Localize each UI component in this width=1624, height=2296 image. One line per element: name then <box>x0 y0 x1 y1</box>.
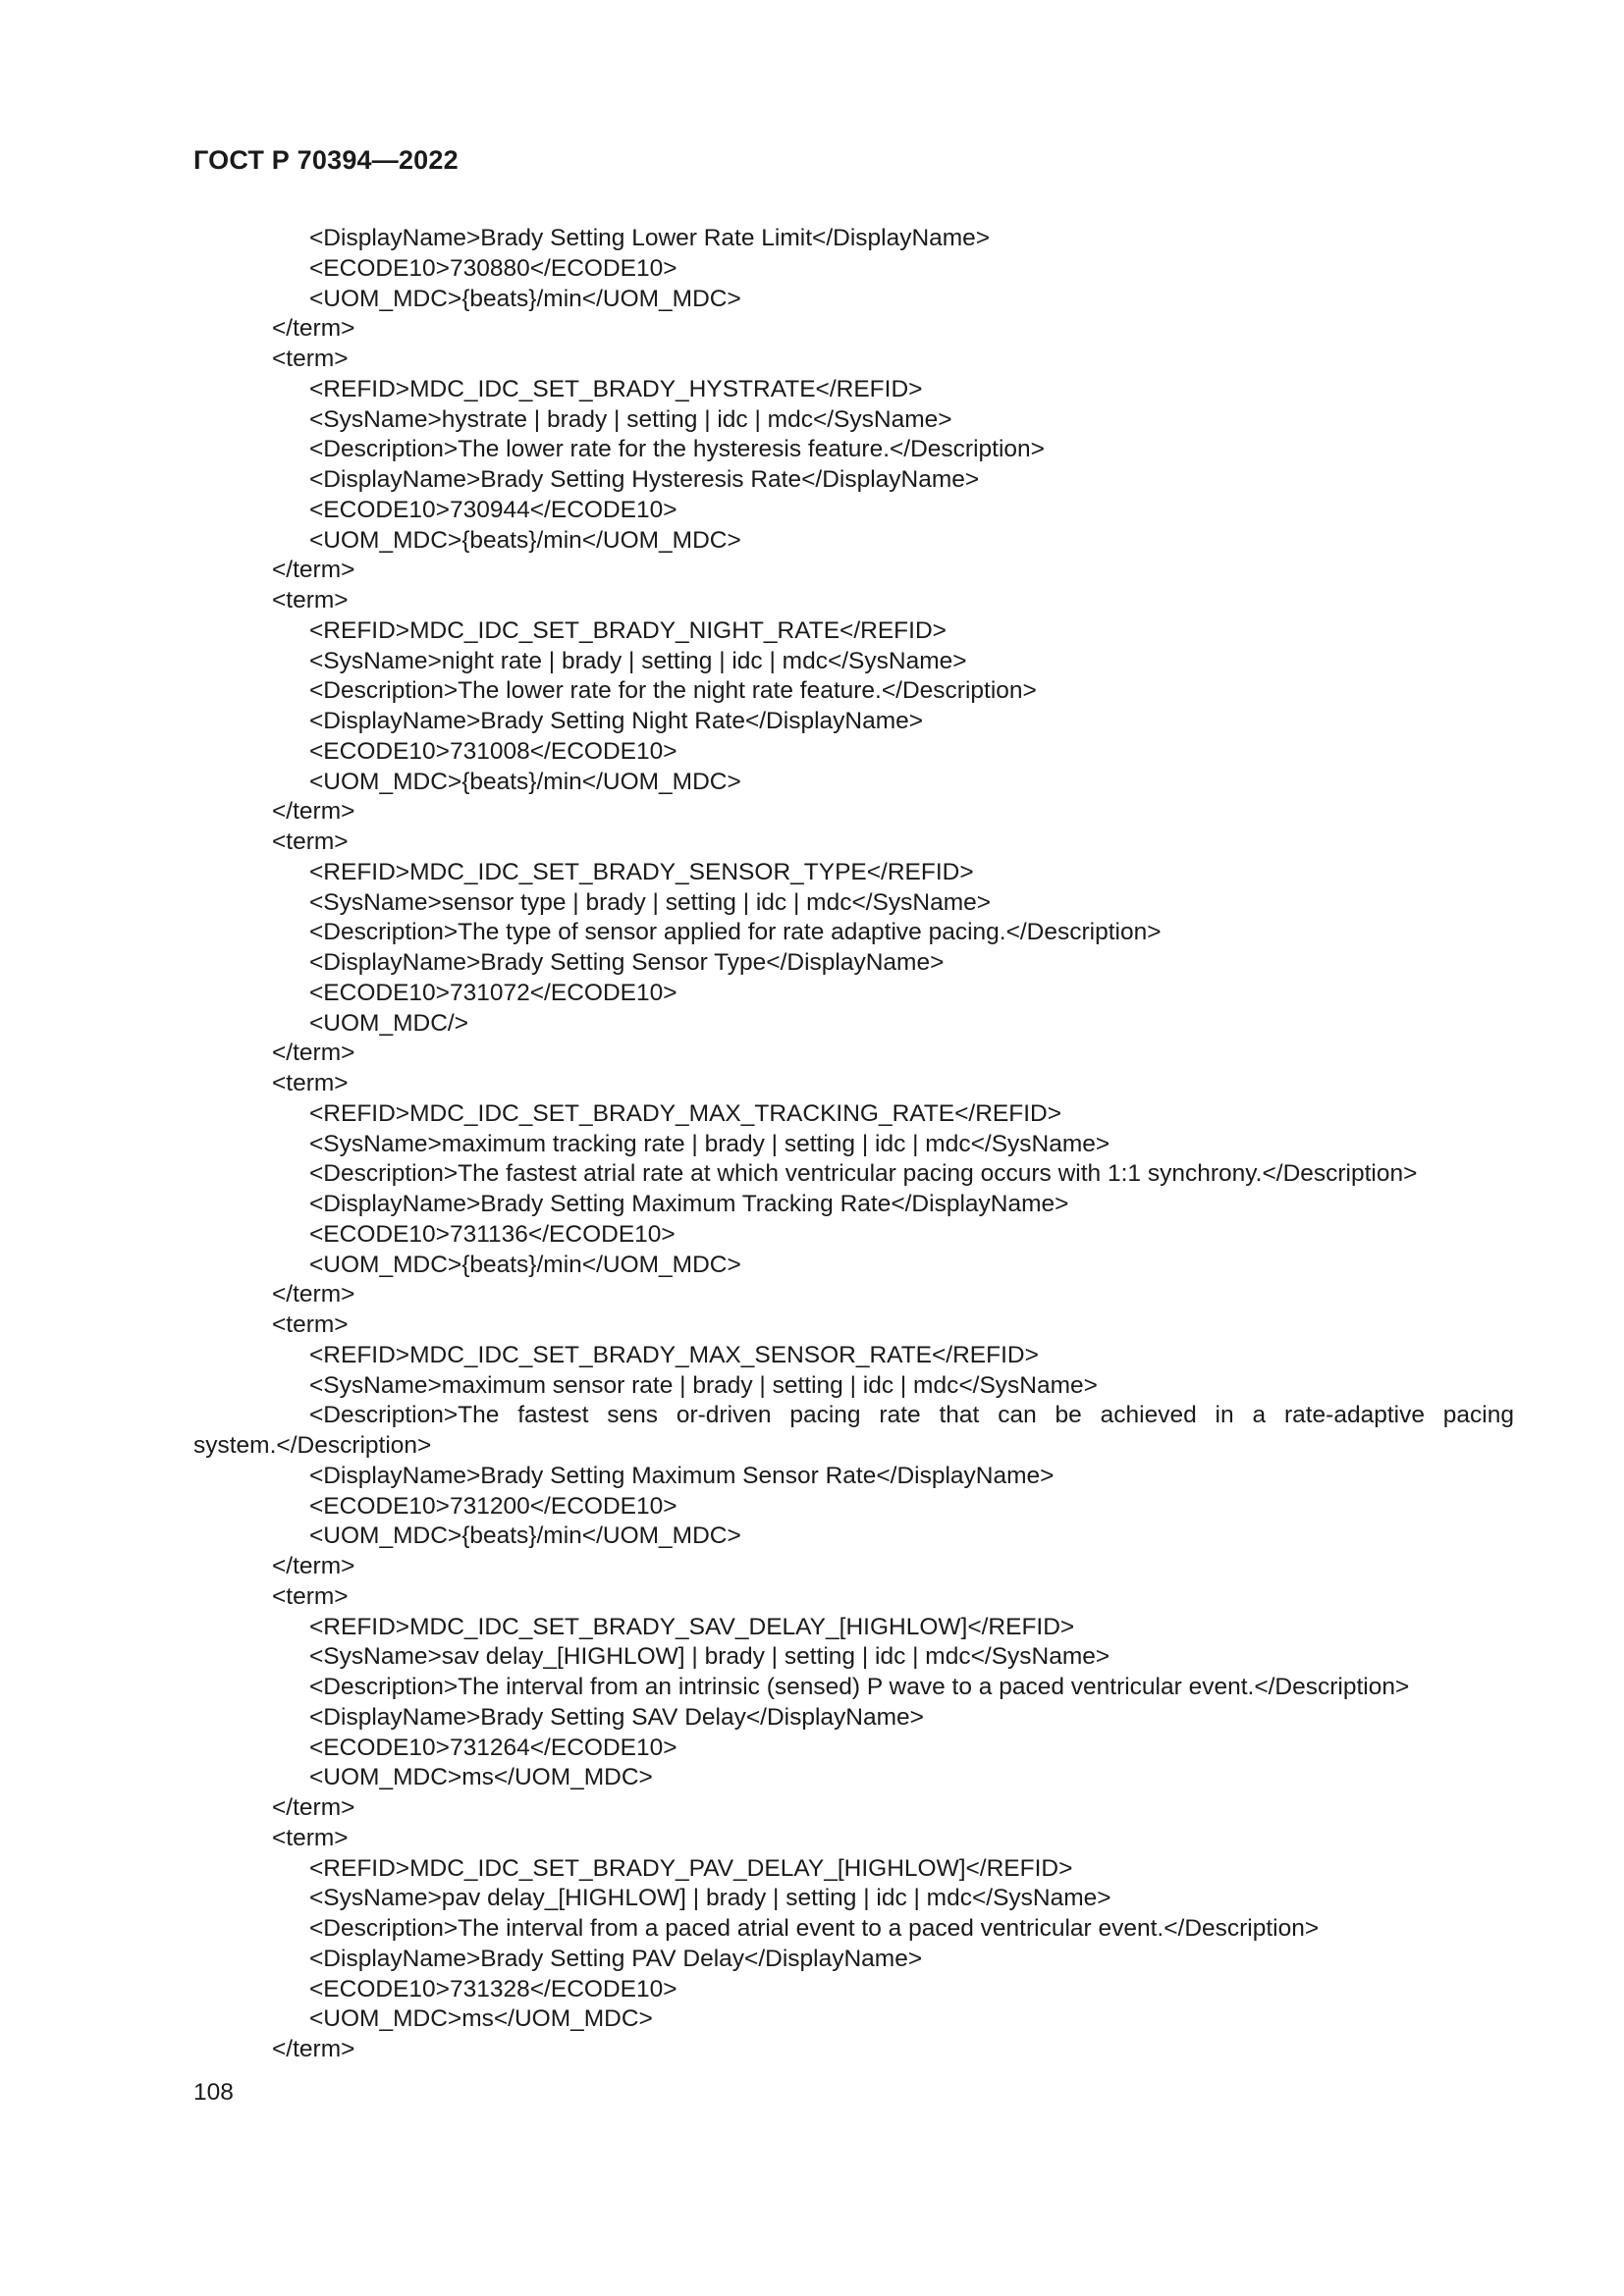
code-line: <REFID>MDC_IDC_SET_BRADY_SENSOR_TYPE</REFID> <box>309 858 974 885</box>
code-line: <term> <box>272 587 349 614</box>
code-line: <term> <box>272 828 349 855</box>
code-line: <Description>The fastest sens or-driven pacing rate that can be achieved in a rate-adaptive pacing <box>309 1402 1514 1429</box>
code-line: <REFID>MDC_IDC_SET_BRADY_MAX_SENSOR_RATE</REFID> <box>309 1341 1039 1368</box>
code-line: <Description>The type of sensor applied for rate adaptive pacing.</Description> <box>309 919 1162 946</box>
code-line: </term> <box>272 2036 355 2062</box>
code-line: <SysName>pav delay_[HIGHLOW] | brady | setting | idc | mdc</SysName> <box>309 1885 1111 1912</box>
code-line: <SysName>maximum sensor rate | brady | setting | idc | mdc</SysName> <box>309 1371 1098 1399</box>
code-line: <DisplayName>Brady Setting Sensor Type</DisplayName> <box>309 949 945 976</box>
code-line: <DisplayName>Brady Setting Night Rate</DisplayName> <box>309 708 924 734</box>
code-line: <SysName>maximum tracking rate | brady | setting | idc | mdc</SysName> <box>309 1130 1110 1157</box>
code-line: </term> <box>272 1794 355 1821</box>
code-line: <UOM_MDC>{beats}/min</UOM_MDC> <box>309 1522 741 1550</box>
code-line: <Description>The interval from an intrinsic (sensed) P wave to a paced ventricular event.</Description> <box>309 1674 1410 1700</box>
code-line: <UOM_MDC>ms</UOM_MDC> <box>309 2005 653 2033</box>
code-line: <Description>The fastest atrial rate at which ventricular pacing occurs with 1:1 synchrony.</Description> <box>309 1160 1418 1188</box>
code-line: <DisplayName>Brady Setting Maximum Sensor Rate</DisplayName> <box>309 1462 1055 1489</box>
code-line: <ECODE10>731264</ECODE10> <box>309 1734 677 1761</box>
code-line: <SysName>sensor type | brady | setting | idc | mdc</SysName> <box>309 888 992 916</box>
code-line: <Description>The interval from a paced atrial event to a paced ventricular event.</Description> <box>309 1915 1320 1942</box>
code-line: <REFID>MDC_IDC_SET_BRADY_NIGHT_RATE</REFID> <box>309 616 947 644</box>
document-header: ГОСТ Р 70394—2022 <box>193 145 459 175</box>
code-line: </term> <box>272 557 355 584</box>
code-line: <UOM_MDC>{beats}/min</UOM_MDC> <box>309 768 741 795</box>
code-line: <UOM_MDC>{beats}/min</UOM_MDC> <box>309 526 741 554</box>
code-line: <ECODE10>731072</ECODE10> <box>309 979 677 1006</box>
code-line: <UOM_MDC>{beats}/min</UOM_MDC> <box>309 1251 741 1278</box>
code-line: <ECODE10>730880</ECODE10> <box>309 254 677 282</box>
code-line: <ECODE10>731008</ECODE10> <box>309 737 677 765</box>
code-line: <Description>The lower rate for the hysteresis feature.</Description> <box>309 436 1045 463</box>
code-line: </term> <box>272 1553 355 1579</box>
xml-listing <box>193 224 1514 2065</box>
code-line: <term> <box>272 1311 349 1338</box>
code-line: <UOM_MDC/> <box>309 1009 469 1037</box>
code-line: <DisplayName>Brady Setting Hysteresis Rate</DisplayName> <box>309 466 980 493</box>
code-line: <term> <box>272 1070 349 1096</box>
code-line: <SysName>sav delay_[HIGHLOW] | brady | setting | idc | mdc</SysName> <box>309 1643 1110 1671</box>
code-line: <ECODE10>731200</ECODE10> <box>309 1492 677 1520</box>
code-line: <UOM_MDC>ms</UOM_MDC> <box>309 1764 653 1791</box>
code-line: <Description>The lower rate for the night rate feature.</Description> <box>309 677 1037 705</box>
code-line: <term> <box>272 1824 349 1851</box>
code-line: <ECODE10>731328</ECODE10> <box>309 1975 677 2002</box>
code-line: <SysName>night rate | brady | setting | idc | mdc</SysName> <box>309 647 967 674</box>
code-line: <ECODE10>731136</ECODE10> <box>309 1220 676 1248</box>
code-line: <REFID>MDC_IDC_SET_BRADY_SAV_DELAY_[HIGHLOW]</REFID> <box>309 1613 1075 1640</box>
code-line: <term> <box>272 1582 349 1610</box>
page-number: 108 <box>193 2079 234 2106</box>
code-line: <DisplayName>Brady Setting PAV Delay</DisplayName> <box>309 1945 923 1972</box>
code-line: system.</Description> <box>193 1432 432 1459</box>
code-line: <DisplayName>Brady Setting Lower Rate Limit</DisplayName> <box>309 225 991 251</box>
code-line: </term> <box>272 1040 355 1067</box>
code-line: <REFID>MDC_IDC_SET_BRADY_HYSTRATE</REFID> <box>309 375 923 402</box>
code-line: </term> <box>272 1281 355 1308</box>
code-line: </term> <box>272 798 355 826</box>
code-line: <REFID>MDC_IDC_SET_BRADY_PAV_DELAY_[HIGHLOW]</REFID> <box>309 1854 1073 1882</box>
code-line: <ECODE10>730944</ECODE10> <box>309 496 677 523</box>
code-line: <DisplayName>Brady Setting Maximum Tracking Rate</DisplayName> <box>309 1191 1069 1217</box>
code-line: <term> <box>272 346 349 372</box>
code-line: </term> <box>272 315 355 343</box>
code-line: <UOM_MDC>{beats}/min</UOM_MDC> <box>309 285 741 312</box>
code-line: <DisplayName>Brady Setting SAV Delay</DisplayName> <box>309 1703 924 1731</box>
code-line: <REFID>MDC_IDC_SET_BRADY_MAX_TRACKING_RATE</REFID> <box>309 1099 1062 1127</box>
code-line: <SysName>hystrate | brady | setting | idc | mdc</SysName> <box>309 405 952 433</box>
